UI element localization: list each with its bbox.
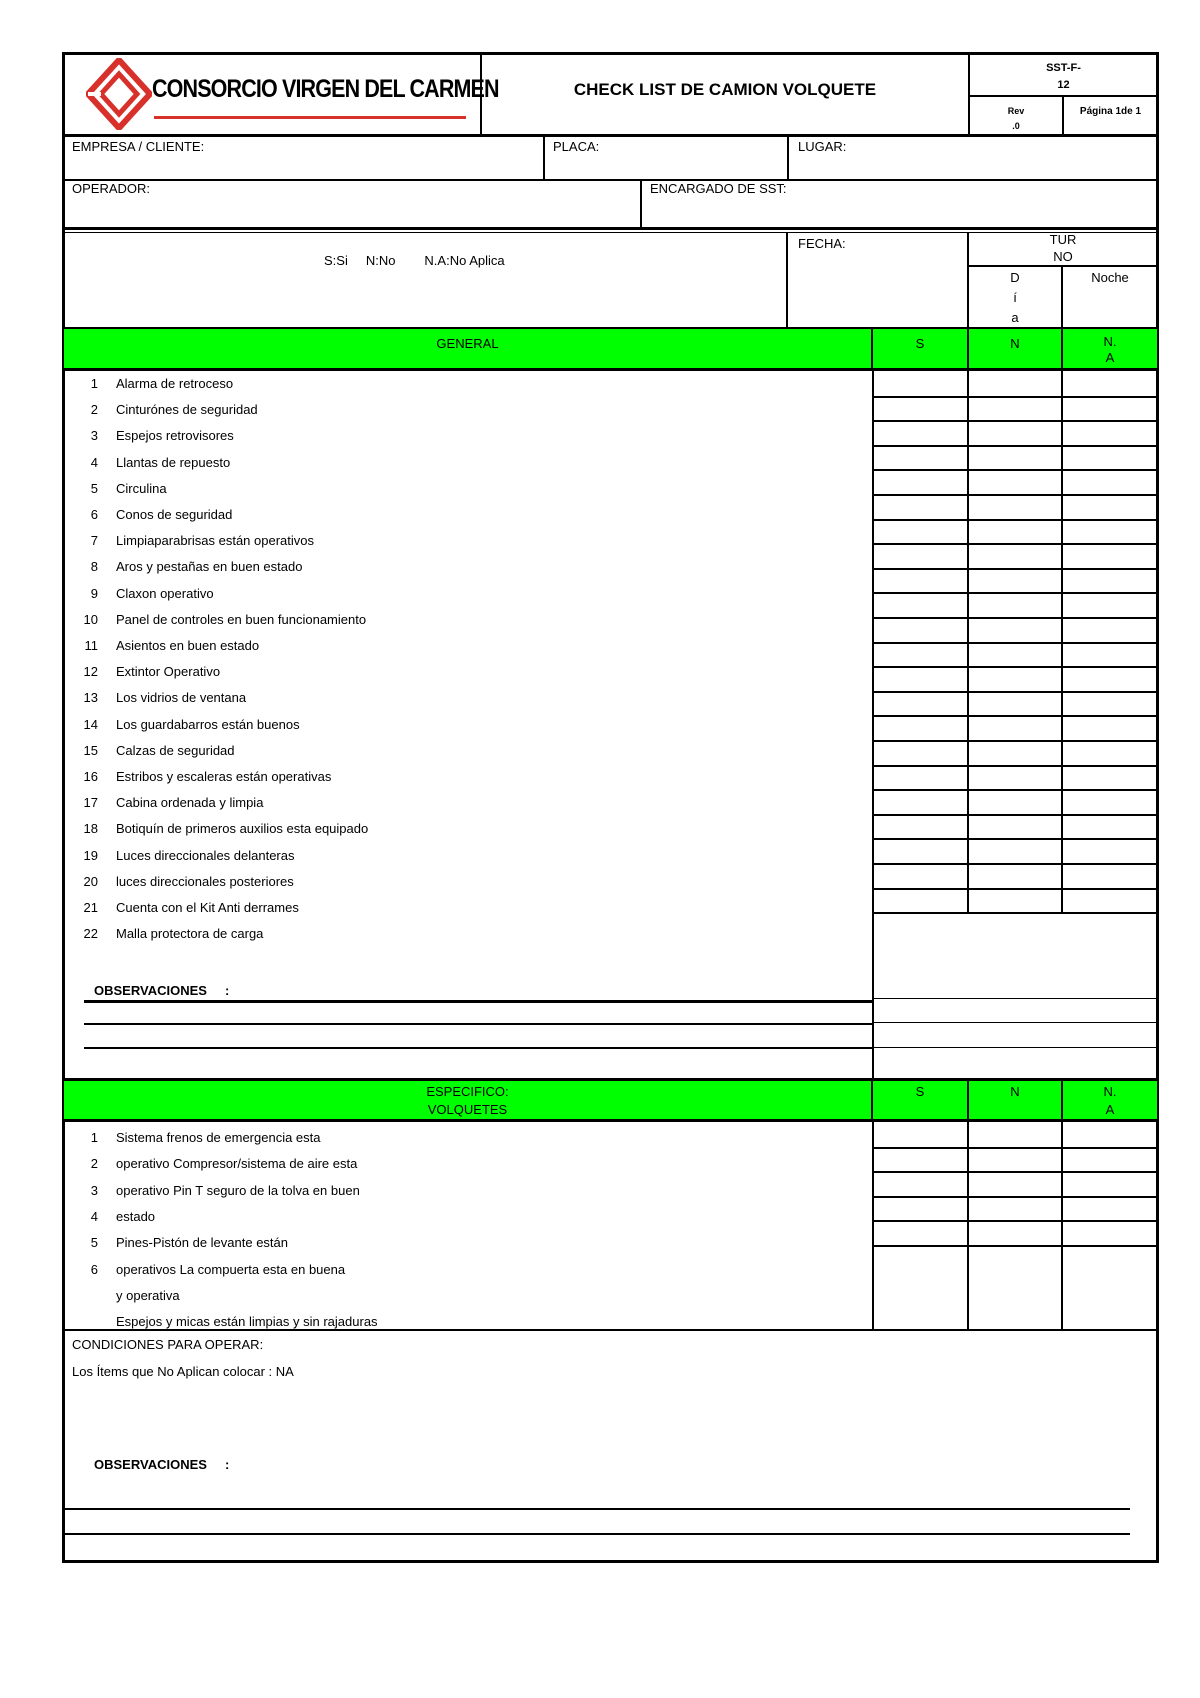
check-cell-na[interactable] [1063, 594, 1157, 616]
item-text: Aros y pestañas en buen estado [116, 559, 303, 575]
check-cell-na[interactable] [1063, 1124, 1157, 1146]
check-cell-n[interactable] [969, 767, 1061, 789]
divider [543, 136, 545, 181]
check-cell-n[interactable] [969, 521, 1061, 543]
item-number: 7 [90, 533, 98, 549]
check-cell-na[interactable] [1063, 644, 1157, 666]
especifico-col-n: N [1010, 1084, 1020, 1099]
item-text: luces direccionales posteriores [116, 873, 294, 889]
form-code: SST-F- [1046, 62, 1081, 74]
item-number: 21 [83, 900, 98, 915]
item-number: 4 [90, 454, 98, 470]
check-cell-s[interactable] [874, 791, 967, 813]
check-cell-s[interactable] [874, 594, 967, 616]
check-cell-na[interactable] [1063, 1198, 1157, 1220]
item-text: Cuenta con el Kit Anti derrames [116, 900, 299, 915]
divider [969, 265, 1157, 267]
item-number: 5 [90, 480, 98, 496]
check-cell-n[interactable] [969, 890, 1061, 912]
item-text: operativo Pin T seguro de la tolva en buen [116, 1182, 360, 1198]
item-number: 12 [83, 664, 98, 680]
check-cell-na[interactable] [1063, 717, 1157, 739]
check-cell-s[interactable] [874, 767, 967, 789]
item-number: 13 [83, 690, 98, 706]
item-text: Asientos en buen estado [116, 638, 260, 653]
check-cell-s[interactable] [874, 447, 967, 469]
item-number: 3 [90, 1182, 98, 1198]
check-cell-na[interactable] [1063, 890, 1157, 912]
check-cell-n[interactable] [969, 545, 1061, 567]
item-text: operativo Compresor/sistema de aire esta [116, 1156, 358, 1172]
item-text: Cabina ordenada y limpia [116, 795, 264, 811]
especifico-col-na: N. [1103, 1084, 1117, 1099]
diamond-logo-icon [86, 58, 152, 130]
item-text: Calzas de seguridad [116, 742, 235, 758]
check-cell-n[interactable] [969, 865, 1061, 887]
check-cell-n[interactable] [969, 447, 1061, 469]
item-number: 8 [90, 559, 98, 575]
general-title: GENERAL [436, 336, 499, 351]
especifico-col-s: S [915, 1084, 925, 1099]
check-cell-s[interactable] [874, 693, 967, 715]
item-text: Espejos y micas están limpias y sin rajaduras [116, 1314, 378, 1330]
item-text: Luces direccionales delanteras [116, 847, 295, 863]
check-cell-na[interactable] [1063, 767, 1157, 789]
item-text: Pines-Pistón de levante están [116, 1235, 288, 1251]
check-cell-s[interactable] [874, 890, 967, 912]
check-cell-n[interactable] [969, 644, 1061, 666]
divider [872, 940, 874, 1080]
check-cell-s[interactable] [874, 1198, 967, 1220]
revision-label: Rev [1007, 106, 1025, 116]
item-text: y operativa [116, 1287, 180, 1303]
company-name: CONSORCIO VIRGEN DEL CARMEN [152, 75, 499, 103]
check-cell-na[interactable] [1063, 742, 1157, 764]
check-cell-na[interactable] [1063, 545, 1157, 567]
answer-legend: S:Si N:No N.A:No Aplica [324, 253, 505, 268]
check-cell-na[interactable] [1063, 422, 1157, 444]
divider [874, 1022, 1157, 1023]
item-number: 6 [90, 507, 98, 522]
turno-dia: a [1011, 310, 1019, 325]
observation-line [84, 1047, 873, 1049]
check-cell-n[interactable] [969, 693, 1061, 715]
item-text: Estribos y escaleras están operativas [116, 769, 332, 784]
check-cell-na[interactable] [1063, 865, 1157, 887]
check-cell-na[interactable] [1063, 1173, 1157, 1195]
check-cell-na[interactable] [1063, 496, 1157, 518]
check-cell-na[interactable] [1063, 521, 1157, 543]
item-text: operativos La compuerta esta en buena [116, 1261, 346, 1277]
item-number: 1 [90, 376, 98, 391]
final-observaciones-label: OBSERVACIONES : [94, 1457, 230, 1472]
encargado-sst-label: ENCARGADO DE SST: [650, 181, 787, 196]
item-text: Conos de seguridad [116, 507, 233, 522]
turno-label: TUR [1049, 232, 1077, 247]
general-col-s: S [915, 336, 925, 351]
general-col-na: N. [1103, 334, 1117, 349]
divider [640, 181, 642, 228]
check-cell-na[interactable] [1063, 840, 1157, 862]
check-cell-s[interactable] [874, 742, 967, 764]
check-cell-n[interactable] [969, 1124, 1061, 1146]
divider [64, 1329, 1157, 1331]
divider [786, 232, 788, 327]
grid-line [872, 371, 874, 941]
item-number: 4 [90, 1208, 98, 1224]
item-number: 10 [83, 611, 98, 627]
check-cell-na[interactable] [1063, 471, 1157, 493]
item-text: Botiquín de primeros auxilios esta equipado [116, 821, 369, 837]
check-cell-na[interactable] [1063, 668, 1157, 690]
check-cell-s[interactable] [874, 422, 967, 444]
operador-label: OPERADOR: [72, 181, 151, 196]
observation-line [64, 1508, 1130, 1510]
especifico-title: VOLQUETES [427, 1102, 508, 1117]
turno-dia: D [1010, 270, 1020, 285]
item-text: Circulina [116, 480, 167, 496]
check-cell-n[interactable] [969, 373, 1061, 395]
item-text: Espejos retrovisores [116, 428, 234, 444]
check-cell-s[interactable] [874, 545, 967, 567]
check-cell-na[interactable] [1063, 791, 1157, 813]
check-cell-na[interactable] [1063, 447, 1157, 469]
form-code-number: 12 [1057, 79, 1070, 91]
divider [64, 227, 1157, 230]
item-number: 19 [83, 847, 98, 863]
observation-line [84, 1000, 873, 1003]
especifico-title: ESPECIFICO: [426, 1084, 509, 1099]
check-cell-n[interactable] [969, 840, 1061, 862]
check-cell-n[interactable] [969, 570, 1061, 592]
turno-noche: Noche [1091, 270, 1129, 285]
item-text: Limpiaparabrisas están operativos [116, 533, 314, 549]
divider [874, 998, 1157, 999]
check-cell-n[interactable] [969, 1149, 1061, 1171]
divider [64, 179, 1157, 181]
check-cell-s[interactable] [874, 1222, 967, 1244]
condiciones-text: Los Ítems que No Aplican colocar : NA [72, 1364, 294, 1379]
logo-underline [154, 116, 466, 119]
item-text: Panel de controles en buen funcionamiento [116, 611, 367, 627]
placa-label: PLACA: [553, 139, 600, 154]
check-cell-na[interactable] [1063, 373, 1157, 395]
check-cell-s[interactable] [874, 496, 967, 518]
item-number: 11 [84, 638, 98, 653]
check-cell-na[interactable] [1063, 398, 1157, 420]
check-cell-s[interactable] [874, 1173, 967, 1195]
especifico-col-na: A [1105, 1102, 1115, 1117]
general-observaciones-label: OBSERVACIONES : [94, 983, 230, 998]
item-text: Claxon operativo [116, 585, 214, 601]
check-cell-na[interactable] [1063, 1149, 1157, 1171]
turno-dia: í [1013, 290, 1017, 305]
item-number: 6 [90, 1261, 98, 1277]
check-cell-na[interactable] [1063, 1247, 1157, 1327]
item-number: 14 [83, 716, 98, 732]
item-number: 1 [90, 1130, 98, 1145]
item-text: Extintor Operativo [116, 664, 221, 680]
general-col-na: A [1105, 350, 1115, 365]
item-number: 2 [90, 1156, 98, 1172]
general-col-n: N [1010, 336, 1020, 351]
check-cell-n[interactable] [969, 1173, 1061, 1195]
item-number: 2 [90, 402, 98, 418]
item-text: Los guardabarros están buenos [116, 716, 300, 732]
observation-line [84, 1023, 873, 1025]
general-section-header [64, 327, 1157, 371]
item-text: Alarma de retroceso [116, 376, 234, 391]
item-text: Malla protectora de carga [116, 926, 264, 942]
check-cell-na[interactable] [1063, 693, 1157, 715]
check-cell-n[interactable] [969, 496, 1061, 518]
item-number: 15 [83, 742, 98, 758]
check-cell-n[interactable] [969, 471, 1061, 493]
check-cell-s[interactable] [874, 717, 967, 739]
check-cell-s[interactable] [874, 1247, 967, 1327]
check-cell-n[interactable] [969, 1222, 1061, 1244]
condiciones-title: CONDICIONES PARA OPERAR: [72, 1337, 264, 1352]
lugar-label: LUGAR: [798, 139, 847, 154]
check-cell-s[interactable] [874, 373, 967, 395]
check-cell-n[interactable] [969, 1247, 1061, 1327]
check-cell-s[interactable] [874, 471, 967, 493]
divider [787, 136, 789, 181]
check-cell-n[interactable] [969, 1198, 1061, 1220]
check-cell-s[interactable] [874, 619, 967, 641]
item-number: 17 [83, 795, 98, 811]
check-cell-s[interactable] [874, 816, 967, 838]
check-cell-n[interactable] [969, 619, 1061, 641]
divider [64, 134, 1157, 137]
check-cell-s[interactable] [874, 398, 967, 420]
item-number: 5 [90, 1235, 98, 1251]
check-cell-na[interactable] [1063, 570, 1157, 592]
form-title: CHECK LIST DE CAMION VOLQUETE [573, 80, 877, 99]
company-logo [86, 56, 499, 132]
item-number: 22 [83, 926, 98, 942]
check-cell-n[interactable] [969, 668, 1061, 690]
check-cell-s[interactable] [874, 644, 967, 666]
check-cell-n[interactable] [969, 816, 1061, 838]
check-cell-na[interactable] [1063, 816, 1157, 838]
empresa-label: EMPRESA / CLIENTE: [72, 139, 205, 154]
check-cell-s[interactable] [874, 668, 967, 690]
divider [874, 1047, 1157, 1048]
grid-line [874, 912, 1157, 914]
check-cell-n[interactable] [969, 717, 1061, 739]
check-cell-s[interactable] [874, 865, 967, 887]
observation-line [64, 1533, 1130, 1535]
check-cell-n[interactable] [969, 742, 1061, 764]
check-cell-n[interactable] [969, 594, 1061, 616]
item-number: 16 [83, 769, 98, 784]
fecha-label: FECHA: [798, 236, 846, 251]
check-cell-s[interactable] [874, 570, 967, 592]
item-number: 20 [83, 873, 98, 889]
check-cell-n[interactable] [969, 791, 1061, 813]
item-number: 3 [90, 428, 98, 444]
item-number: 9 [90, 585, 98, 601]
item-text: Cinturónes de seguridad [116, 402, 258, 418]
revision-number: .0 [1012, 121, 1020, 131]
item-text: Sistema frenos de emergencia esta [116, 1130, 321, 1145]
check-cell-s[interactable] [874, 840, 967, 862]
check-cell-s[interactable] [874, 521, 967, 543]
item-text: Llantas de repuesto [116, 454, 231, 470]
especifico-section-header [64, 1078, 1157, 1122]
item-text: estado [116, 1208, 156, 1224]
check-cell-s[interactable] [874, 1149, 967, 1171]
check-cell-n[interactable] [969, 422, 1061, 444]
check-cell-n[interactable] [969, 398, 1061, 420]
check-cell-s[interactable] [874, 1124, 967, 1146]
item-text: Los vidrios de ventana [116, 690, 247, 706]
check-cell-na[interactable] [1063, 1222, 1157, 1244]
page-number: Página 1de 1 [1079, 106, 1142, 117]
turno-label-2: NO [1053, 249, 1073, 264]
check-cell-na[interactable] [1063, 619, 1157, 641]
item-number: 18 [83, 821, 98, 837]
